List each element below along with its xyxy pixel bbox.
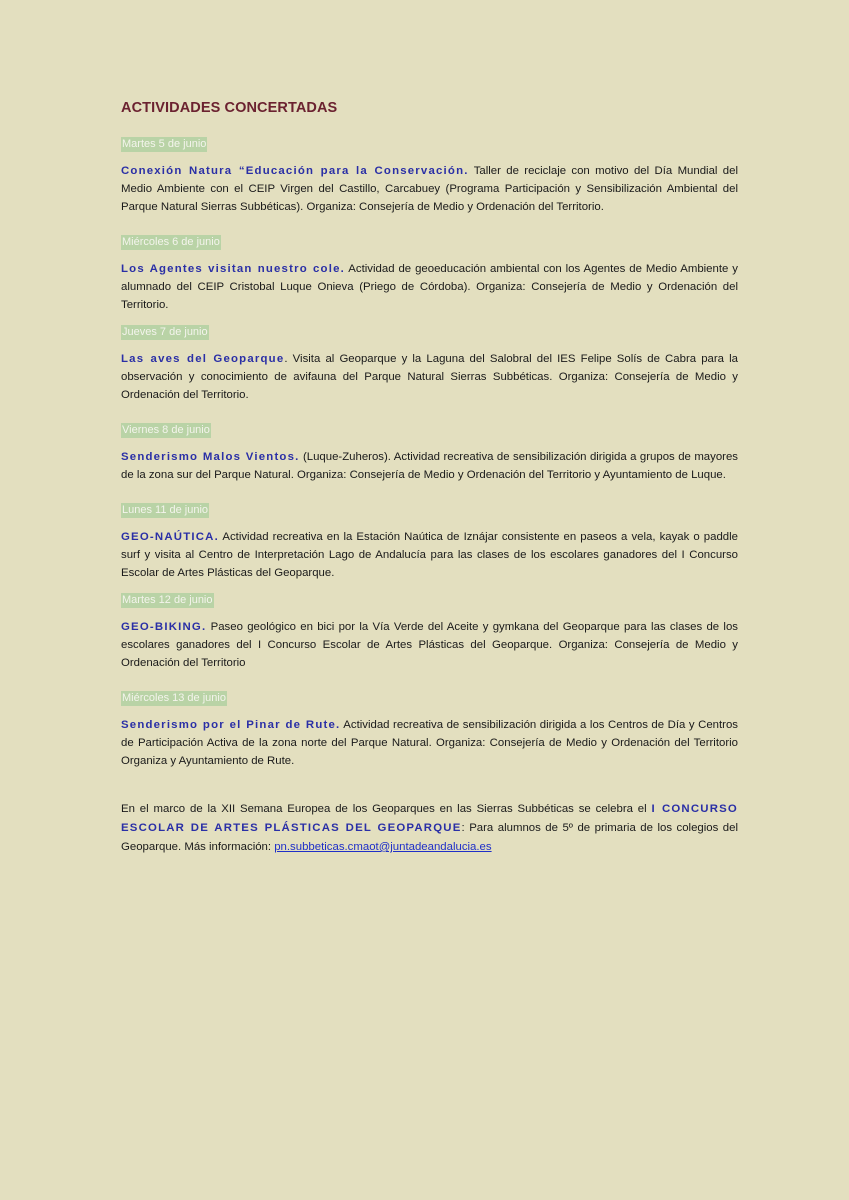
event-title: GEO-BIKING. xyxy=(121,621,207,633)
event-date: Miércoles 6 de junio xyxy=(122,236,220,248)
event-block xyxy=(121,420,738,484)
event-paragraph xyxy=(121,528,738,582)
event-title: Senderismo Malos Vientos. xyxy=(121,451,300,463)
event-date: Miércoles 13 de junio xyxy=(122,692,226,704)
event-title: Las aves del Geoparque xyxy=(121,353,285,365)
event-block xyxy=(121,500,738,582)
event-description: . Visita al Geoparque y la Laguna del Salobral del IES Felipe Solís de Cabra para la observación y conocimiento de avifauna del Parque Natural Sierras Subbéticas. Organiza: Consejería de Medio y Ordenación del Territorio. xyxy=(121,353,738,401)
event-paragraph xyxy=(121,448,738,484)
event-title: Senderismo por el Pinar de Rute. xyxy=(121,719,341,731)
contact-email-link[interactable]: pn.subbeticas.cmaot@juntadeandalucia.es xyxy=(274,841,492,853)
event-title: Conexión Natura “Educación para la Conservación. xyxy=(121,165,469,177)
event-paragraph xyxy=(121,350,738,404)
event-date: Martes 12 de junio xyxy=(122,594,213,606)
event-date: Viernes 8 de junio xyxy=(122,424,210,436)
contest-intro: En el marco de la XII Semana Europea de los Geoparques en las Sierras Subbéticas se celebra el xyxy=(121,803,652,815)
event-description: Actividad recreativa de sensibilización dirigida a los Centros de Día y Centros de Participación Activa de la zona norte del Parque Natural. Organiza: Consejería de Medio y Ordenación del Territorio Organiza y Ayuntamiento de Rute. xyxy=(121,719,739,767)
event-paragraph xyxy=(121,260,738,314)
event-paragraph xyxy=(121,162,738,216)
page-title: ACTIVIDADES CONCERTADAS xyxy=(121,100,338,116)
event-description: (Luque-Zuheros). Actividad recreativa de sensibilización dirigida a grupos de mayores de la zona sur del Parque Natural. Organiza: Consejería de Medio y Ordenación del Territorio y Ayuntamiento de Luque. xyxy=(121,451,738,481)
event-title: Los Agentes visitan nuestro cole. xyxy=(121,263,345,275)
contest-title: I CONCURSO ESCOLAR DE ARTES PLÁSTICAS DEL GEOPARQUE xyxy=(121,803,738,834)
event-block xyxy=(121,590,738,672)
contest-announcement xyxy=(121,800,738,857)
event-description: Actividad de geoeducación ambiental con los Agentes de Medio Ambiente y alumnado del CEIP Cristobal Luque Onieva (Priego de Córdoba). Organiza: Consejería de Medio y Ordenación del Territorio. xyxy=(121,263,738,311)
event-block xyxy=(121,322,738,404)
event-description: Paseo geológico en bici por la Vía Verde del Aceite y gymkana del Geoparque para las clases de los escolares ganadores del I Concurso Escolar de Artes Plásticas del Geoparque. Organiza: Consejería de Medio y Ordenación del Territorio xyxy=(121,621,738,669)
event-title: GEO-NAÚTICA. xyxy=(121,531,219,543)
event-date: Jueves 7 de junio xyxy=(122,326,208,338)
document-page xyxy=(121,100,738,868)
event-description: Actividad recreativa en la Estación Naútica de Iznájar consistente en paseos a vela, kayak o paddle surf y visita al Centro de Interpretación Lago de Andalucía para las clases de los escolares ganadores del I Concurso Escolar de Artes Plásticas del Geoparque. xyxy=(121,531,738,579)
event-block xyxy=(121,134,738,216)
event-paragraph xyxy=(121,716,738,770)
contest-details: : Para alumnos de 5º de primaria de los colegios del Geoparque. Más información: xyxy=(121,822,738,853)
event-date: Lunes 11 de junio xyxy=(122,504,209,516)
event-block xyxy=(121,688,738,770)
event-date: Martes 5 de junio xyxy=(122,138,207,150)
event-description: Taller de reciclaje con motivo del Día Mundial del Medio Ambiente con el CEIP Virgen del Castillo, Carcabuey (Programa Participación y Sensibilización Ambiental del Parque Natural Sierras Subbéticas). Organiza: Consejería de Medio y Ordenación del Territorio. xyxy=(121,165,738,213)
event-block xyxy=(121,232,738,314)
event-paragraph xyxy=(121,618,738,672)
